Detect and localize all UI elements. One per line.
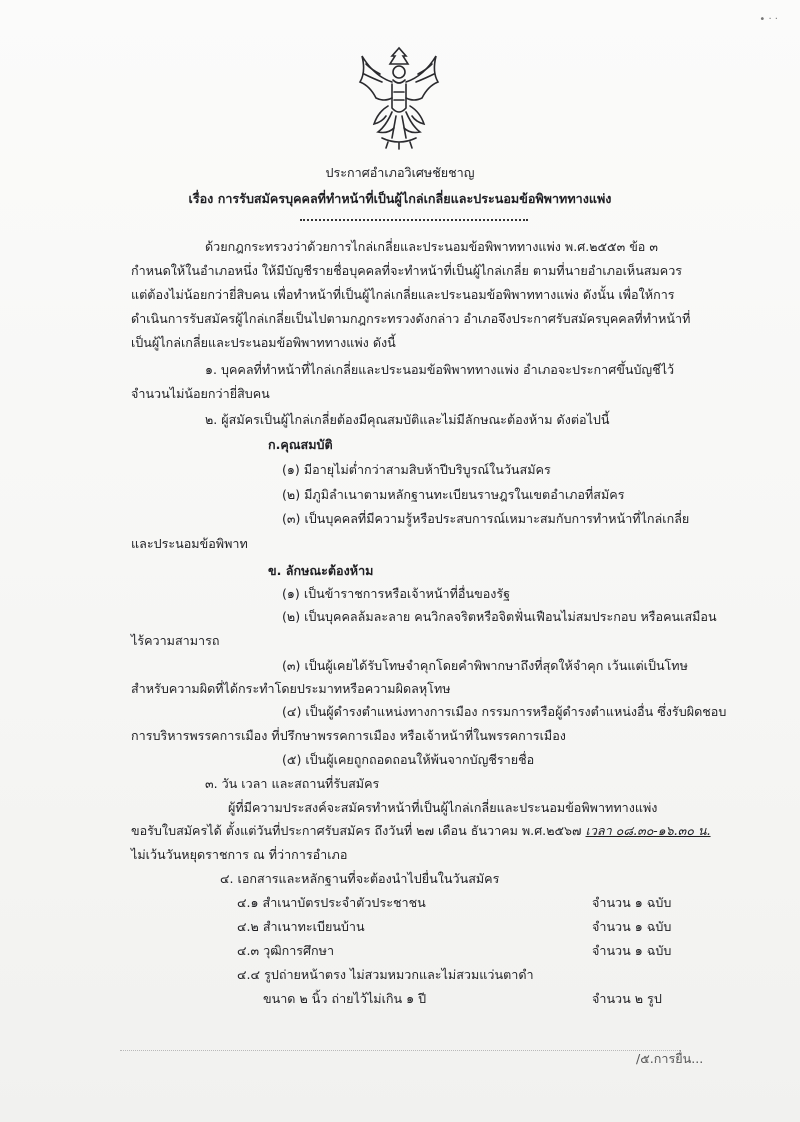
prohibition-item: (๒) เป็นบุคคลล้มละลาย คนวิกลจริตหรือจิตฟั่นเฟือนไม่สมประกอบ หรือคนเสมือน bbox=[282, 609, 717, 624]
document-item: ขนาด ๒ นิ้ว ถ่ายไว้ไม่เกิน ๑ ปี bbox=[263, 991, 427, 1006]
item3-line: ไม่เว้นวันหยุดราชการ ณ ที่ว่าการอำเภอ bbox=[131, 847, 348, 862]
qualification-item: และประนอมข้อพิพาท bbox=[131, 536, 248, 551]
item1-line: จำนวนไม่น้อยกว่ายี่สิบคน bbox=[131, 386, 270, 401]
footer-separator bbox=[120, 1050, 680, 1051]
item3-heading: ๓. วัน เวลา และสถานที่รับสมัคร bbox=[205, 776, 380, 791]
prohibition-item: (๔) เป็นผู้ดำรงตำแหน่งทางการเมือง กรรมการหรือผู้ดำรงตำแหน่งอื่น ซึ่งรับผิดชอบ bbox=[282, 704, 727, 719]
document-quantity: จำนวน ๑ ฉบับ bbox=[592, 943, 672, 958]
garuda-emblem-icon bbox=[352, 42, 446, 150]
prohibition-item: (๕) เป็นผู้เคยถูกถอดถอนให้พ้นจากบัญชีรายชื่อ bbox=[282, 752, 535, 767]
item1-line: ๑. บุคคลที่ทำหน้าที่ไกล่เกลี่ยและประนอมข้อพิพาททางแพ่ง อำเภอจะประกาศขึ้นบัญชีไว้ bbox=[205, 362, 675, 377]
qualification-item: (๓) เป็นบุคคลที่มีความรู้หรือประสบการณ์เหมาะสมกับการทำหน้าที่ไกล่เกลี่ย bbox=[282, 511, 690, 526]
title-separator bbox=[300, 219, 528, 221]
document-quantity: จำนวน ๒ รูป bbox=[592, 991, 662, 1006]
document-item: ๔.๔ รูปถ่ายหน้าตรง ไม่สวมหมวกและไม่สวมแว่นตาดำ bbox=[237, 967, 534, 982]
item4-heading: ๔. เอกสารและหลักฐานที่จะต้องนำไปยื่นในวันสมัคร bbox=[220, 871, 500, 886]
item3-line bbox=[131, 822, 711, 840]
document-quantity: จำนวน ๑ ฉบับ bbox=[592, 895, 672, 910]
prohibition-item: (๓) เป็นผู้เคยได้รับโทษจำคุกโดยคำพิพากษาถึงที่สุดให้จำคุก เว้นแต่เป็นโทษ bbox=[282, 658, 688, 673]
prohibition-item: (๑) เป็นข้าราชการหรือเจ้าหน้าที่อื่นของรัฐ bbox=[282, 586, 511, 601]
corner-marks: • · · bbox=[759, 14, 778, 25]
subject-title: เรื่อง การรับสมัครบุคคลที่ทำหน้าที่เป็นผู้ไกล่เกลี่ยและประนอมข้อพิพาททางแพ่ง bbox=[188, 191, 612, 206]
continuation-note: /๕.การยื่น... bbox=[636, 1051, 704, 1066]
item3-line: ผู้ที่มีความประสงค์จะสมัครทำหน้าที่เป็นผู้ไกล่เกลี่ยและประนอมข้อพิพาททางแพ่ง bbox=[228, 800, 658, 815]
prohibition-item: ไร้ความสามารถ bbox=[131, 633, 220, 648]
application-hours: เวลา ๐๘.๓๐-๑๖.๓๐ น. bbox=[585, 823, 711, 838]
document-item: ๔.๓ วุฒิการศึกษา bbox=[237, 943, 335, 958]
intro-line: ดำเนินการรับสมัครผู้ไกล่เกลี่ยเป็นไปตามกฎกระทรวงดังกล่าว อำเภอจึงประกาศรับสมัครบุคคลที่ทำหน้าที่ bbox=[131, 311, 691, 326]
document-quantity: จำนวน ๑ ฉบับ bbox=[592, 919, 672, 934]
intro-line: เป็นผู้ไกล่เกลี่ยและประนอมข้อพิพาททางแพ่ง ดังนี้ bbox=[131, 335, 396, 350]
prohibition-heading: ข. ลักษณะต้องห้าม bbox=[268, 563, 374, 578]
intro-line: ด้วยกฎกระทรวงว่าด้วยการไกล่เกลี่ยและประนอมข้อพิพาททางแพ่ง พ.ศ.๒๕๕๓ ข้อ ๓ bbox=[205, 239, 658, 254]
intro-line: กำหนดให้ในอำเภอหนึ่ง ให้มีบัญชีรายชื่อบุคคลที่จะทำหน้าที่เป็นผู้ไกล่เกลี่ย ตามที่นายอำเภอเห็นสมควร bbox=[131, 263, 683, 278]
application-period: ขอรับใบสมัครได้ ตั้งแต่วันที่ประกาศรับสมัคร ถึงวันที่ ๒๗ เดือน ธันวาคม พ.ศ.๒๕๖๗ bbox=[131, 823, 582, 838]
document-item: ๔.๒ สำเนาทะเบียนบ้าน bbox=[237, 919, 365, 934]
prohibition-item: การบริหารพรรคการเมือง ที่ปรึกษาพรรคการเมือง หรือเจ้าหน้าที่ในพรรคการเมือง bbox=[131, 728, 566, 743]
qualification-heading: ก.คุณสมบัติ bbox=[268, 437, 333, 452]
item2-line: ๒. ผู้สมัครเป็นผู้ไกล่เกลี่ยต้องมีคุณสมบัติและไม่มีลักษณะต้องห้าม ดังต่อไปนี้ bbox=[205, 412, 610, 427]
office-title: ประกาศอำเภอวิเศษชัยชาญ bbox=[325, 165, 475, 180]
prohibition-item: สำหรับความผิดที่ได้กระทำโดยประมาทหรือความผิดลหุโทษ bbox=[131, 681, 451, 696]
document-item: ๔.๑ สำเนาบัตรประจำตัวประชาชน bbox=[237, 895, 426, 910]
qualification-item: (๒) มีภูมิลำเนาตามหลักฐานทะเบียนราษฎรในเขตอำเภอที่สมัคร bbox=[282, 487, 625, 502]
intro-line: แต่ต้องไม่น้อยกว่ายี่สิบคน เพื่อทำหน้าที่เป็นผู้ไกล่เกลี่ยและประนอมข้อพิพาททางแพ่ง ดังนั้น เพื่อให้การ bbox=[131, 287, 675, 302]
qualification-item: (๑) มีอายุไม่ต่ำกว่าสามสิบห้าปีบริบูรณ์ในวันสมัคร bbox=[282, 462, 551, 477]
